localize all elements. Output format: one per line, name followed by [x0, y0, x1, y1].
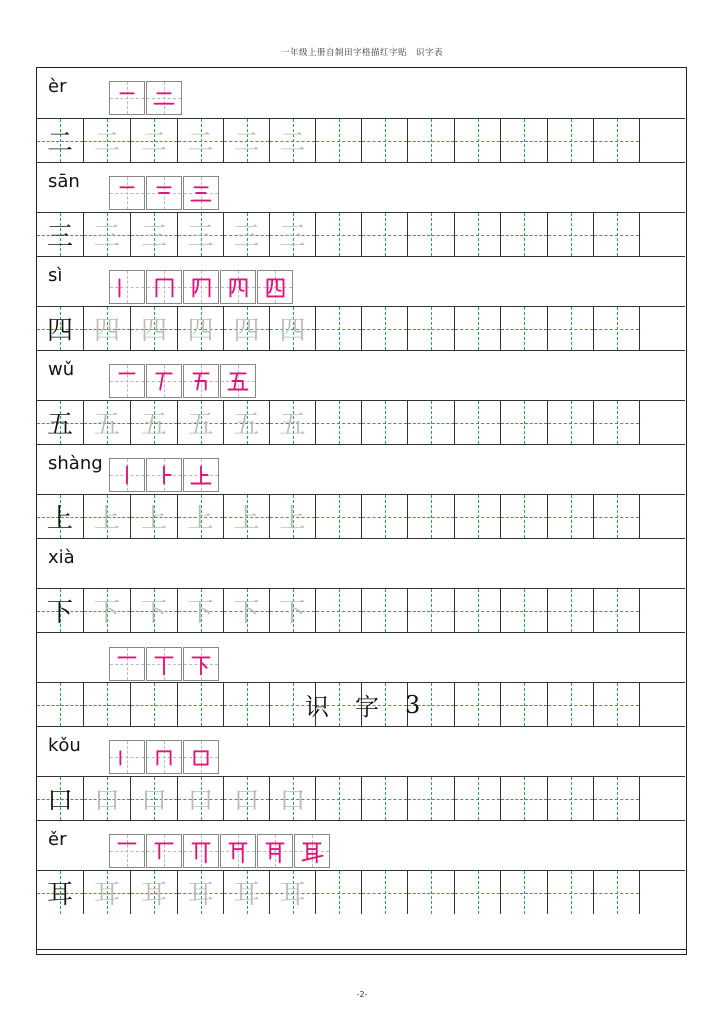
practice-cell[interactable]: [177, 777, 223, 820]
practice-cell[interactable]: [177, 401, 223, 444]
section-title: [305, 683, 420, 726]
practice-cell[interactable]: [177, 213, 223, 256]
stroke-glyph-下1: [110, 647, 144, 681]
character-practice-row: [37, 494, 685, 538]
stroke-order-boxes: [109, 647, 220, 681]
practice-cell[interactable]: [500, 119, 547, 162]
stroke-step-box: [109, 176, 145, 210]
practice-cell[interactable]: [37, 119, 83, 162]
practice-cell[interactable]: [639, 683, 685, 726]
section-title-glyph: 3: [405, 690, 421, 719]
stroke-step-box: [146, 740, 182, 774]
stroke-step-box: [257, 270, 293, 304]
tianzige-grid: [37, 307, 685, 350]
trace-character: 四: [140, 316, 167, 346]
trace-character: 三: [233, 222, 260, 252]
section-title-glyph: 识: [305, 693, 329, 721]
stroke-glyph-耳1: [110, 834, 144, 868]
stroke-glyph-上2: [147, 458, 181, 492]
stroke-order-boxes: [109, 740, 220, 774]
practice-cell[interactable]: [593, 495, 639, 538]
practice-cell[interactable]: [130, 495, 177, 538]
practice-cell[interactable]: [130, 871, 177, 914]
trace-character: 口: [233, 786, 260, 816]
practice-cell[interactable]: [315, 871, 361, 914]
practice-cell[interactable]: [407, 119, 454, 162]
stroke-step-box: [146, 176, 182, 210]
stroke-step-box: [109, 458, 145, 492]
stroke-glyph-耳6: [295, 834, 329, 868]
practice-cell[interactable]: [223, 683, 269, 726]
practice-cell[interactable]: [547, 307, 593, 350]
trace-character: 五: [187, 410, 214, 440]
stroke-step-box: [109, 647, 145, 681]
practice-cell[interactable]: [361, 213, 407, 256]
trace-character: 上: [93, 504, 120, 534]
trace-character: 四: [187, 316, 214, 346]
stroke-glyph-上3: [184, 458, 218, 492]
stroke-glyph-五1: [110, 364, 144, 398]
trace-character: 下: [140, 598, 167, 628]
section-title-glyph: 字: [355, 693, 379, 721]
practice-cell[interactable]: [593, 307, 639, 350]
practice-cell[interactable]: [547, 871, 593, 914]
practice-cell[interactable]: [454, 777, 500, 820]
trace-character: 四: [279, 316, 306, 346]
practice-cell[interactable]: [407, 401, 454, 444]
tianzige-grid: [37, 589, 685, 632]
practice-cell[interactable]: [315, 589, 361, 632]
practice-cell[interactable]: [361, 307, 407, 350]
practice-cell[interactable]: [407, 777, 454, 820]
stroke-glyph-三3: [184, 176, 218, 210]
practice-cell[interactable]: [130, 213, 177, 256]
practice-cell[interactable]: [37, 495, 83, 538]
practice-cell[interactable]: [639, 777, 685, 820]
practice-cell[interactable]: [315, 495, 361, 538]
stroke-step-box: [183, 270, 219, 304]
pinyin-row: [37, 632, 685, 682]
trace-character: 五: [279, 410, 306, 440]
stroke-glyph-二1: [110, 81, 144, 115]
stroke-order-boxes: [109, 834, 331, 868]
practice-cell[interactable]: [639, 119, 685, 162]
trace-character: 下: [93, 598, 120, 628]
trace-character: 二: [140, 128, 167, 158]
character-practice-row: [37, 400, 685, 444]
practice-cell[interactable]: [315, 401, 361, 444]
sheet-bottom-rule: [36, 949, 687, 950]
pinyin-label: xià: [48, 547, 75, 568]
model-character: 上: [46, 504, 73, 534]
practice-cell[interactable]: [130, 307, 177, 350]
practice-cell[interactable]: [130, 401, 177, 444]
pinyin-row: [37, 444, 685, 494]
stroke-step-box: [109, 270, 145, 304]
practice-cell[interactable]: [500, 495, 547, 538]
practice-cell[interactable]: [500, 683, 547, 726]
practice-cell[interactable]: [223, 495, 269, 538]
practice-cell[interactable]: [83, 307, 130, 350]
practice-cell[interactable]: [593, 683, 639, 726]
practice-cell[interactable]: [639, 307, 685, 350]
practice-cell[interactable]: [361, 119, 407, 162]
trace-character: 二: [187, 128, 214, 158]
model-character: 二: [46, 128, 73, 158]
stroke-glyph-四1: [110, 270, 144, 304]
stroke-step-box: [146, 364, 182, 398]
practice-cell[interactable]: [269, 119, 315, 162]
trace-character: 五: [233, 410, 260, 440]
trace-character: 上: [187, 504, 214, 534]
pinyin-label: èr: [48, 76, 67, 97]
practice-cell[interactable]: [269, 871, 315, 914]
practice-cell[interactable]: [130, 119, 177, 162]
stroke-step-box: [146, 81, 182, 115]
stroke-glyph-下3: [184, 647, 218, 681]
stroke-step-box: [220, 834, 256, 868]
practice-cell[interactable]: [547, 589, 593, 632]
stroke-glyph-三2: [147, 176, 181, 210]
practice-cell[interactable]: [593, 401, 639, 444]
practice-cell[interactable]: [223, 307, 269, 350]
stroke-glyph-耳2: [147, 834, 181, 868]
practice-cell[interactable]: [83, 495, 130, 538]
practice-cell[interactable]: [361, 589, 407, 632]
pinyin-row: [37, 820, 685, 870]
practice-cell[interactable]: [223, 119, 269, 162]
stroke-glyph-口3: [184, 740, 218, 774]
stroke-step-box: [220, 270, 256, 304]
practice-cell[interactable]: [269, 777, 315, 820]
stroke-glyph-口2: [147, 740, 181, 774]
trace-character: 耳: [140, 880, 167, 910]
practice-cell[interactable]: [130, 683, 177, 726]
stroke-glyph-五4: [221, 364, 255, 398]
model-character: 四: [46, 316, 73, 346]
tianzige-grid: [37, 213, 685, 256]
practice-cell[interactable]: [269, 401, 315, 444]
practice-cell[interactable]: [83, 401, 130, 444]
stroke-glyph-上1: [110, 458, 144, 492]
stroke-step-box: [183, 176, 219, 210]
stroke-order-boxes: [109, 458, 220, 492]
stroke-step-box: [146, 834, 182, 868]
character-practice-row: [37, 118, 685, 162]
stroke-step-box: [183, 364, 219, 398]
character-practice-row: [37, 588, 685, 632]
practice-cell[interactable]: [37, 307, 83, 350]
stroke-glyph-四4: [221, 270, 255, 304]
stroke-step-box: [146, 458, 182, 492]
stroke-step-box: [109, 834, 145, 868]
practice-cell[interactable]: [593, 871, 639, 914]
stroke-step-box: [183, 834, 219, 868]
practice-cell[interactable]: [407, 495, 454, 538]
practice-cell[interactable]: [315, 307, 361, 350]
practice-cell[interactable]: [547, 777, 593, 820]
stroke-step-box: [183, 740, 219, 774]
stroke-step-box: [220, 364, 256, 398]
practice-cell[interactable]: [593, 777, 639, 820]
practice-cell[interactable]: [454, 495, 500, 538]
practice-cell[interactable]: [83, 213, 130, 256]
pinyin-label: ěr: [48, 829, 67, 850]
tianzige-grid: [37, 119, 685, 162]
worksheet: [36, 67, 687, 955]
practice-cell[interactable]: [177, 119, 223, 162]
practice-cell[interactable]: [361, 495, 407, 538]
stroke-order-boxes: [109, 176, 220, 210]
practice-cell[interactable]: [269, 307, 315, 350]
pinyin-row: [37, 538, 685, 588]
stroke-step-box: [146, 647, 182, 681]
practice-cell[interactable]: [315, 777, 361, 820]
practice-cell[interactable]: [361, 777, 407, 820]
practice-cell[interactable]: [37, 871, 83, 914]
stroke-glyph-下2: [147, 647, 181, 681]
trace-character: 下: [187, 598, 214, 628]
pinyin-row: [37, 350, 685, 400]
trace-character: 二: [279, 128, 306, 158]
trace-character: 二: [93, 128, 120, 158]
pinyin-row: [37, 256, 685, 306]
model-character: 三: [46, 222, 73, 252]
stroke-step-box: [183, 458, 219, 492]
pinyin-row: [37, 68, 685, 118]
practice-cell[interactable]: [269, 495, 315, 538]
practice-cell[interactable]: [37, 401, 83, 444]
practice-cell[interactable]: [37, 777, 83, 820]
practice-cell[interactable]: [361, 401, 407, 444]
trace-character: 三: [187, 222, 214, 252]
practice-cell[interactable]: [639, 495, 685, 538]
practice-cell[interactable]: [454, 307, 500, 350]
stroke-glyph-二2: [147, 81, 181, 115]
stroke-order-boxes: [109, 364, 257, 398]
practice-cell[interactable]: [639, 213, 685, 256]
practice-cell[interactable]: [37, 683, 83, 726]
stroke-step-box: [294, 834, 330, 868]
trace-character: 三: [93, 222, 120, 252]
practice-cell[interactable]: [593, 589, 639, 632]
practice-cell[interactable]: [500, 307, 547, 350]
stroke-glyph-三1: [110, 176, 144, 210]
trace-character: 口: [93, 786, 120, 816]
practice-cell[interactable]: [269, 213, 315, 256]
practice-cell[interactable]: [223, 213, 269, 256]
practice-cell[interactable]: [639, 401, 685, 444]
pinyin-row: [37, 726, 685, 776]
practice-cell[interactable]: [315, 119, 361, 162]
practice-cell[interactable]: [37, 213, 83, 256]
practice-cell[interactable]: [37, 589, 83, 632]
practice-cell[interactable]: [593, 213, 639, 256]
practice-cell[interactable]: [639, 871, 685, 914]
trace-character: 上: [233, 504, 260, 534]
practice-cell[interactable]: [500, 401, 547, 444]
practice-cell[interactable]: [639, 589, 685, 632]
practice-cell[interactable]: [454, 213, 500, 256]
practice-cell[interactable]: [500, 589, 547, 632]
trace-character: 上: [140, 504, 167, 534]
stroke-step-box: [109, 81, 145, 115]
practice-cell[interactable]: [593, 119, 639, 162]
pinyin-label: sì: [48, 265, 63, 286]
stroke-step-box: [146, 270, 182, 304]
trace-character: 二: [233, 128, 260, 158]
practice-cell[interactable]: [83, 683, 130, 726]
trace-character: 耳: [93, 880, 120, 910]
model-character: 耳: [46, 880, 73, 910]
practice-cell[interactable]: [547, 213, 593, 256]
stroke-order-boxes: [109, 81, 183, 115]
practice-cell[interactable]: [177, 871, 223, 914]
practice-cell[interactable]: [407, 307, 454, 350]
tianzige-grid: [37, 401, 685, 444]
trace-character: 口: [279, 786, 306, 816]
practice-cell[interactable]: [83, 119, 130, 162]
stroke-glyph-五3: [184, 364, 218, 398]
practice-cell[interactable]: [223, 401, 269, 444]
trace-character: 五: [93, 410, 120, 440]
stroke-step-box: [109, 364, 145, 398]
practice-cell[interactable]: [83, 777, 130, 820]
stroke-step-box: [257, 834, 293, 868]
practice-cell[interactable]: [454, 871, 500, 914]
stroke-glyph-四2: [147, 270, 181, 304]
character-practice-row: [37, 212, 685, 256]
tianzige-grid: [37, 871, 685, 914]
stroke-glyph-口1: [110, 740, 144, 774]
practice-cell[interactable]: [223, 777, 269, 820]
trace-character: 三: [140, 222, 167, 252]
trace-character: 下: [233, 598, 260, 628]
practice-cell[interactable]: [454, 683, 500, 726]
practice-cell[interactable]: [269, 589, 315, 632]
trace-character: 耳: [279, 880, 306, 910]
trace-character: 四: [233, 316, 260, 346]
practice-cell[interactable]: [177, 307, 223, 350]
practice-cell[interactable]: [547, 119, 593, 162]
practice-cell[interactable]: [223, 871, 269, 914]
trace-character: 上: [279, 504, 306, 534]
practice-cell[interactable]: [177, 589, 223, 632]
trace-character: 耳: [233, 880, 260, 910]
pinyin-label: shàng: [48, 453, 103, 474]
pinyin-label: sān: [48, 171, 80, 192]
trace-character: 口: [187, 786, 214, 816]
stroke-step-box: [183, 647, 219, 681]
practice-cell[interactable]: [407, 213, 454, 256]
stroke-glyph-四5: [258, 270, 292, 304]
trace-character: 口: [140, 786, 167, 816]
model-character: 下: [46, 598, 73, 628]
character-practice-row: [37, 306, 685, 350]
practice-cell[interactable]: [454, 119, 500, 162]
practice-cell[interactable]: [547, 495, 593, 538]
practice-cell[interactable]: [407, 589, 454, 632]
model-character: 口: [46, 786, 73, 816]
practice-cell[interactable]: [177, 495, 223, 538]
trace-character: 四: [93, 316, 120, 346]
stroke-glyph-耳4: [221, 834, 255, 868]
pinyin-label: wǔ: [48, 359, 75, 380]
page-header: 一年级上册自制田字格描红字贴 识字表: [280, 48, 443, 58]
practice-cell[interactable]: [500, 871, 547, 914]
practice-cell[interactable]: [315, 213, 361, 256]
practice-cell[interactable]: [407, 871, 454, 914]
practice-cell[interactable]: [547, 401, 593, 444]
model-character: 五: [46, 410, 73, 440]
tianzige-grid: [37, 495, 685, 538]
practice-cell[interactable]: [454, 589, 500, 632]
practice-cell[interactable]: [223, 589, 269, 632]
stroke-glyph-五2: [147, 364, 181, 398]
trace-character: 下: [279, 598, 306, 628]
stroke-glyph-四3: [184, 270, 218, 304]
tianzige-grid: [37, 777, 685, 820]
practice-cell[interactable]: [177, 683, 223, 726]
stroke-order-boxes: [109, 270, 294, 304]
pinyin-row: [37, 162, 685, 212]
character-practice-row: [37, 870, 685, 914]
character-practice-row: [37, 776, 685, 820]
practice-cell[interactable]: [83, 871, 130, 914]
practice-cell[interactable]: [83, 589, 130, 632]
trace-character: 五: [140, 410, 167, 440]
character-practice-row: [37, 682, 685, 726]
practice-cell[interactable]: [361, 871, 407, 914]
practice-cell[interactable]: [130, 589, 177, 632]
stroke-step-box: [109, 740, 145, 774]
stroke-glyph-耳3: [184, 834, 218, 868]
stroke-glyph-耳5: [258, 834, 292, 868]
practice-cell[interactable]: [454, 401, 500, 444]
practice-cell[interactable]: [500, 213, 547, 256]
pinyin-label: kǒu: [48, 735, 81, 756]
trace-character: 三: [279, 222, 306, 252]
practice-cell[interactable]: [547, 683, 593, 726]
practice-cell[interactable]: [500, 777, 547, 820]
trace-character: 耳: [187, 880, 214, 910]
page-number: -2-: [356, 990, 368, 999]
practice-cell[interactable]: [130, 777, 177, 820]
